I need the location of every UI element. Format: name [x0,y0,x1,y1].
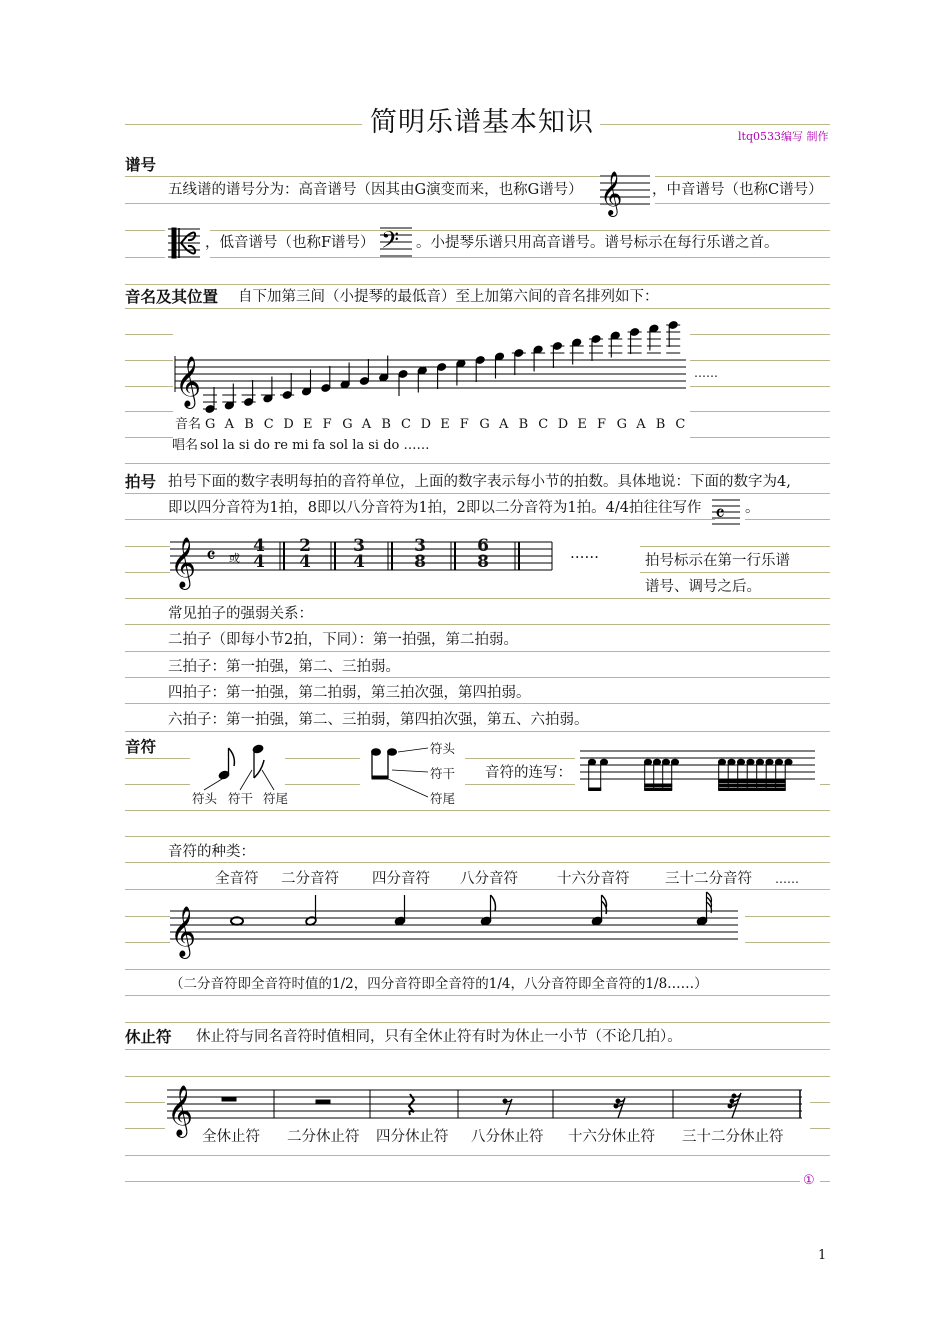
time-signature [352,538,366,570]
note-name-letter: E [303,417,313,432]
rest-kind-label: 全休止符 [202,1129,260,1145]
note-name-letter: D [557,417,569,432]
clef-text-1b: ，中音谱号（也称C谱号） [652,182,823,198]
note-name-letter: C [538,417,549,432]
note-name-letter: F [597,417,607,432]
note-name-letter: G [342,417,353,432]
time-sig-top: 3 [353,536,365,556]
note-name-letter: A [499,417,509,432]
solfege-row: sol la si do re mi fa sol la si do …… [200,438,430,453]
time-sig-bottom: 8 [414,552,426,572]
note-heading: 音符 [125,737,157,756]
note-ratio-text: （二分音符即全音符时值的1/2，四分音符即全音符的1/4，八分音符即全音符的1/8……） [170,976,708,992]
time-sig-bottom: 4 [253,552,265,572]
beaming-examples [580,751,815,791]
note-name-letter: C [263,417,274,432]
rest-desc: 休止符与同名音符时值相同，只有全休止符有时为休止一小节（不论几拍）。 [196,1029,682,1045]
clef-text-2a: ，低音谱号（也称F谱号） [205,235,375,251]
note-name-letter: E [577,417,587,432]
time-signature [413,538,427,570]
common-time-icon [712,500,740,527]
note-name-letter: D [420,417,432,432]
note-name-letter: A [361,417,372,432]
meter-heading: 拍号 [125,472,157,491]
meter-dots: …… [570,546,599,562]
note-kinds-dots: …… [775,872,799,886]
meter-text-1: 拍号下面的数字表明每拍的音符单位，上面的数字表示每小节的拍数。具体地说：下面的数字为4, [168,474,791,490]
time-sig-top: 4 [253,536,265,556]
label-note-stem: 符干 [228,791,254,806]
note-name-letter: B [655,417,666,432]
page-number: 1 [818,1248,827,1263]
time-sig-top: 2 [299,536,311,556]
meter-text-2-end: 。 [745,500,760,516]
bass-clef-icon [380,226,412,259]
clef-heading: 谱号 [125,155,157,174]
rest-kind-label: 八分休止符 [471,1129,544,1145]
note-kinds-staff [170,892,738,959]
svg-text:𝄞: 𝄞 [175,356,202,407]
svg-text:𝄞: 𝄞 [170,906,197,957]
svg-text:𝄢: 𝄢 [381,226,400,259]
time-signature [298,538,312,570]
alto-clef-icon [168,228,200,258]
note-name-letter: C [675,417,686,432]
note-kind-label: 全音符 [215,871,259,887]
svg-text:𝄴: 𝄴 [206,544,216,569]
svg-text:𝄞: 𝄞 [600,171,623,215]
svg-text:𝄞: 𝄞 [167,1085,194,1136]
note-name-letter: B [244,417,254,432]
rest-kind-label: 十六分休止符 [568,1129,655,1145]
note-kind-label: 八分音符 [460,871,518,887]
note-name-letter: A [224,417,234,432]
circle-number: ① [803,1173,815,1188]
note-position-desc: 自下加第三间（小提琴的最低音）至上加第六间的音名排列如下： [238,289,659,305]
beaming-label: 音符的连写： [485,765,572,781]
treble-clef-icon [600,171,650,217]
rest-kind-label: 二分休止符 [287,1129,360,1145]
rest-kind-label: 四分休止符 [376,1129,449,1145]
label-beam-head: 符头 [430,741,456,756]
svg-text:𝄴: 𝄴 [715,502,725,527]
clef-text-2b: 。小提琴乐谱只用高音谱号。谱号标示在每行乐谱之首。 [416,235,779,251]
page-title: 简明乐谱基本知识 [370,107,594,138]
svg-text:𝄞: 𝄞 [170,537,197,588]
clef-text-1a: 五线谱的谱号分为：高音谱号（因其由G演变而来，也称G谱号） [168,182,583,198]
six-beat-text: 六拍子：第一拍强，第二、三拍弱，第四拍次强，第五、六拍弱。 [168,712,589,728]
time-signature [476,538,490,570]
note-kind-label: 三十二分音符 [665,871,752,887]
label-note-flag: 符尾 [263,791,289,806]
time-sig-top: 6 [477,536,489,556]
note-names-label: 音名 [175,417,202,432]
note-position-dots: …… [694,366,718,380]
note-name-letter: B [381,417,391,432]
time-signature [252,538,266,570]
meter-note-2: 谱号、调号之后。 [645,579,761,595]
note-kinds-title: 音符的种类： [168,844,255,860]
label-beam-stem: 符干 [430,766,456,781]
two-beat-text: 二拍子（即每小节2拍，下同）：第一拍强，第二拍弱。 [168,632,518,648]
rest-kind-label: 三十二分休止符 [682,1129,784,1145]
note-name-letter: F [459,417,469,432]
note-name-letter: B [518,417,529,432]
note-name-letter: A [636,417,646,432]
rest-heading: 休止符 [125,1027,172,1046]
note-kind-label: 四分音符 [372,871,430,887]
note-position-heading: 音名及其位置 [125,287,219,306]
note-kind-label: 十六分音符 [557,871,630,887]
label-note-head: 符头 [192,791,218,806]
time-sig-top: 3 [414,536,426,556]
three-beat-text: 三拍子：第一拍强，第二、三拍弱。 [168,659,400,675]
note-position-staff [175,321,686,414]
time-sig-bottom: 4 [353,552,365,572]
note-name-letter: G [205,417,216,432]
label-beam-flag: 符尾 [430,791,456,806]
note-name-letter: F [322,417,332,432]
meter-or: 或 [229,552,240,565]
meter-text-2: 即以四分音符为1拍，8即以八分音符为1拍，2即以二分音符为1拍。4/4拍往往写作 [168,500,702,516]
meter-note-1: 拍号标示在第一行乐谱 [645,553,790,569]
note-name-letter: G [479,417,490,432]
author-credit: ltq0533编写 制作 [738,130,829,143]
solfege-label: 唱名 [172,438,199,453]
time-sig-bottom: 8 [477,552,489,572]
strong-weak-title: 常见拍子的强弱关系： [168,606,313,622]
note-name-letter: E [440,417,450,432]
note-name-letter: G [616,417,627,432]
note-name-letter: C [401,417,411,432]
four-beat-text: 四拍子：第一拍强，第二拍弱，第三拍次强，第四拍弱。 [168,685,531,701]
time-sig-bottom: 4 [299,552,311,572]
note-kind-label: 二分音符 [281,871,339,887]
note-name-letter: D [283,417,294,432]
